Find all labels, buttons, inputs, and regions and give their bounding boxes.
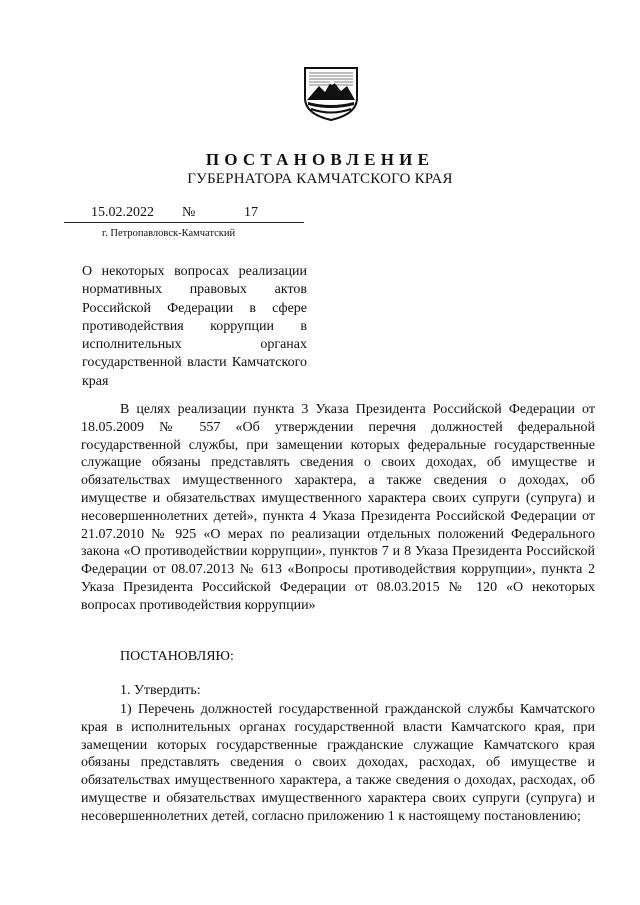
decree-word: ПОСТАНОВЛЯЮ: xyxy=(120,649,234,664)
document-title: ПОСТАНОВЛЕНИЕ xyxy=(205,150,435,169)
kamchatka-coat-of-arms-icon xyxy=(301,64,361,122)
number-sign: № xyxy=(182,205,196,220)
document-subject: О некоторых вопросах реализации нормативных правовых актов Российской Федерации в сфере противодействия коррупции в исполнительных органах государственной власти Камчатского края xyxy=(82,264,307,389)
registration-underline xyxy=(64,222,304,223)
item-1-1-paragraph: 1) Перечень должностей государственной гражданской службы Камчатского края в исполнительных органах государственной власти Камчатского края, при замещении которых государственные гражданские служащие Камчатского края обязаны представлять сведения о своих доходах, расходах, об имуществе и обязательствах имущественного характера, а также сведения о доходах, расходах, об имуществе и обязательствах имущественного характера своих супруги (супруга) и несовершеннолетних детей, согласно приложению 1 к настоящему постановлению; xyxy=(81,702,595,824)
document-date: 15.02.2022 xyxy=(91,205,154,220)
document-city: г. Петропавловск-Камчатский xyxy=(102,228,236,239)
item-1-heading: 1. Утвердить: xyxy=(120,683,201,698)
preamble-paragraph: В целях реализации пункта 3 Указа Президента Российской Федерации от 18.05.2009 № 557 «Об утверждении перечня должностей федеральной государственной службы, при замещении которых федеральные государственные служащие обязаны представлять сведения о своих доходах, об имуществе и обязательствах имущественного характера, а также сведения о доходах, об имуществе и обязательствах имущественного характера своих супруги (супруга) и несовершеннолетних детей», пункта 4 Указа Президента Российской Федерации от 21.07.2010 № 925 «О мерах по реализации отдельных положений Федерального закона «О противодействии коррупции», пунктов 7 и 8 Указа Президента Российской Федерации от 08.07.2013 № 613 «Вопросы противодействия коррупции», пункта 2 Указа Президента Российской Федерации от 08.03.2015 № 120 «О некоторых вопросах противодействия коррупции» xyxy=(81,402,595,613)
document-number: 17 xyxy=(244,205,258,220)
document-issuer: ГУБЕРНАТОРА КАМЧАТСКОГО КРАЯ xyxy=(187,171,453,187)
